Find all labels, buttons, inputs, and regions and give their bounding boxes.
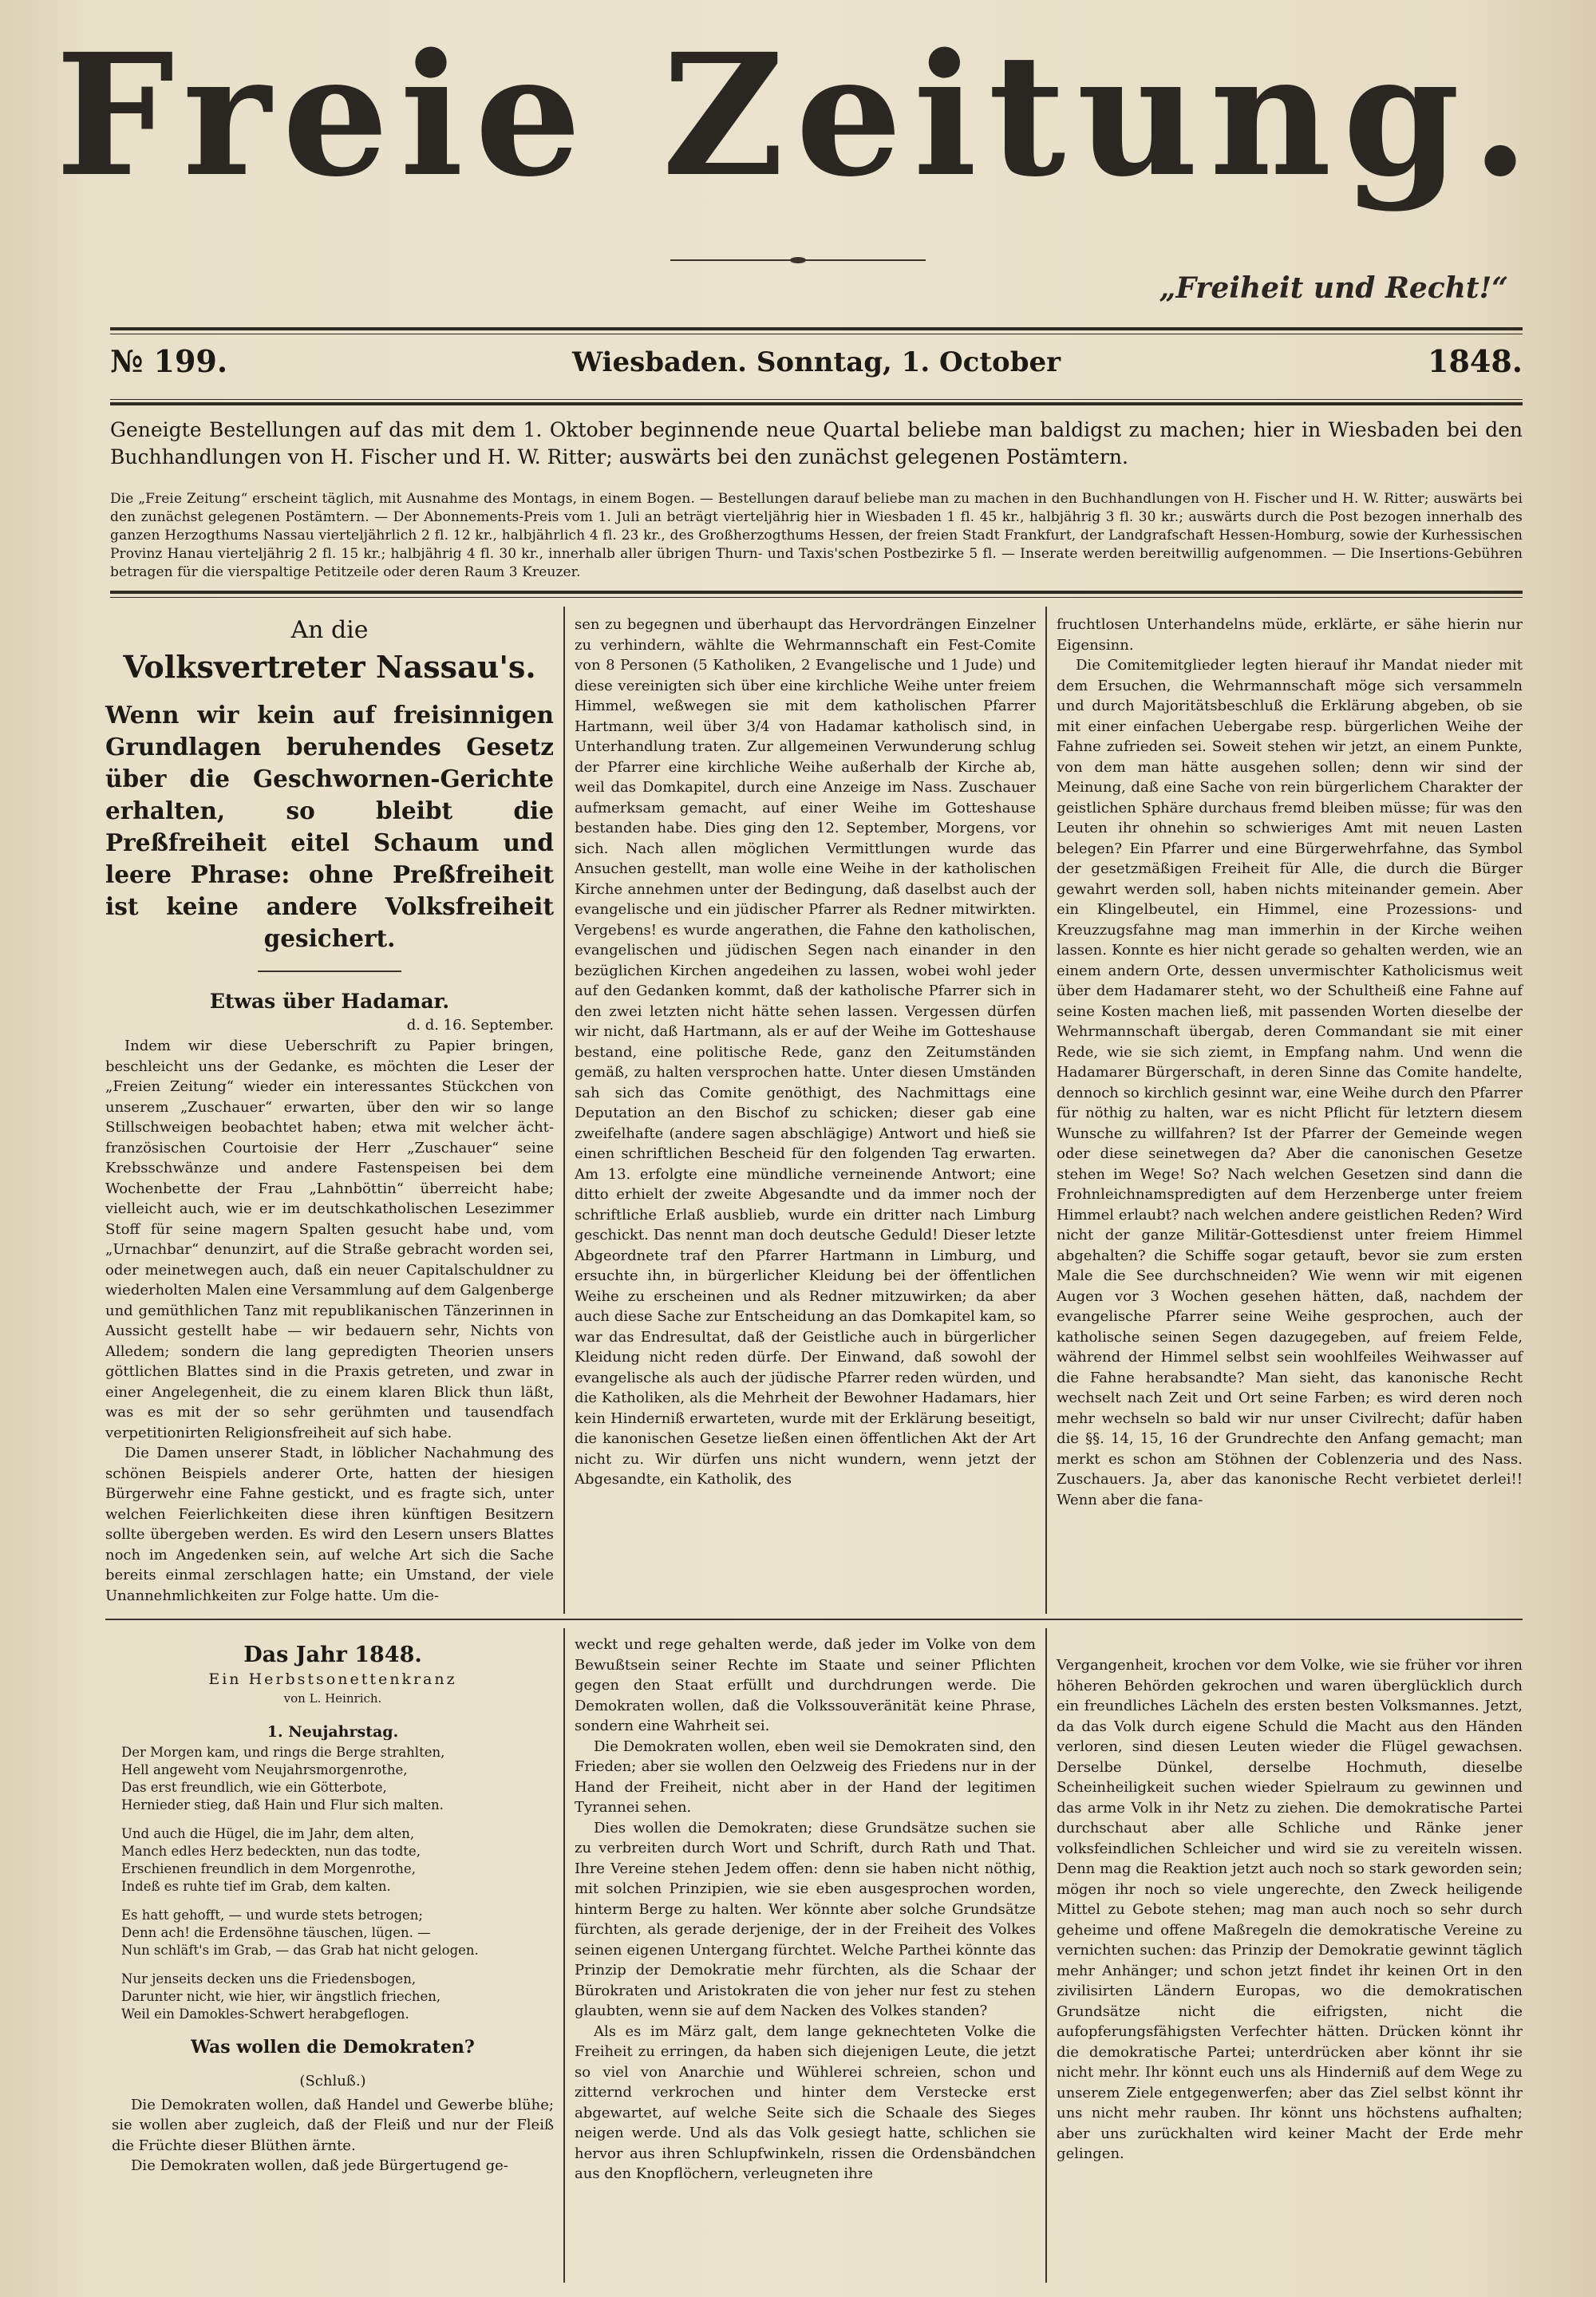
appeal-manifesto: Wenn wir kein auf freisinnigen Grundlagen beruhendes Gesetz über die Geschwornen-Gerichte erhalten, so bleibt die Preßfreiheit eitel Schaum und leere Phrase: ohne Preßfreiheit ist keine andere Volksfreiheit gesichert. bbox=[105, 701, 554, 952]
issue-year: 1848. bbox=[1428, 343, 1523, 379]
column-4 bbox=[112, 1641, 554, 2176]
paragraph: Als es im März galt, dem lange geknechteten Volke die Freiheit zu erringen, da haben sich diejenigen Leute, die jetzt so viel von Anarchie und Wühlerei schreien, schon und zitternd verkrochen und hinter dem Verstecke erst abgewartet, auf welche Seite sich die Schaale des Sieges neigen werde. Und als das Volk gesiegt hatte, schlichen sie hervor aus ihren Schlupfwinkeln, rissen die Ordensbändchen aus den Knopflöchern, verleugneten ihre bbox=[575, 2022, 1036, 2182]
verse-line: Das erst freundlich, wie ein Götterbote, bbox=[121, 1780, 387, 1795]
rule-dateline-thin bbox=[110, 399, 1523, 400]
column-divider-4 bbox=[1045, 1628, 1047, 2283]
verse-line: Weil ein Damokles-Schwert herabgeflogen. bbox=[121, 2006, 409, 2022]
title-ornament bbox=[670, 257, 926, 263]
appeal-headline: Volksvertreter Nassau's. bbox=[123, 649, 536, 685]
verse-line: Der Morgen kam, und rings die Berge strahlten, bbox=[121, 1745, 445, 1760]
poem-stanza bbox=[121, 1971, 554, 2023]
appeal-salutation: An die bbox=[290, 616, 369, 644]
poem-section: 1. Neujahrstag. bbox=[267, 1723, 399, 1741]
continuation-note: (Schluß.) bbox=[299, 2073, 366, 2089]
verse-line: Manch edles Herz bedeckten, nun das todte, bbox=[121, 1844, 421, 1859]
verse-line: Indeß es ruhte tief im Grab, dem kalten. bbox=[121, 1879, 391, 1894]
verse-line: Erschienen freundlich in dem Morgenrothe, bbox=[121, 1861, 416, 1876]
poem-stanza bbox=[121, 1744, 554, 1814]
column-divider-3 bbox=[563, 1628, 565, 2283]
article-title-hadamar: Etwas über Hadamar. bbox=[209, 990, 450, 1013]
poem-author: von L. Heinrich. bbox=[283, 1691, 382, 1706]
column-2 bbox=[575, 615, 1036, 1490]
rule-top-thick bbox=[110, 327, 1523, 330]
verse-line: Hernieder stieg, daß Hain und Flur sich malten. bbox=[121, 1797, 444, 1813]
section-divider bbox=[258, 971, 401, 972]
paragraph: Die Comitemitglieder legten hierauf ihr Mandat nieder mit dem Ersuchen, die Wehrmannschaft möge sich versammeln und durch Majoritätsbeschluß die Erklärung abgeben, ob sie mit einer einfachen Uebergabe resp. bürgerlichen Weihe der Fahne zufrieden sei. Soweit stehen wir jetzt, an einem Punkte, von dem man hätte ausgehen sollen; denn wir sind der Meinung, daß eine Sache von rein bürgerlichem Charakter der geistlichen Sphäre durchaus fremd bleiben müsse; für was den Leuten ihr ohnehin so schwieriges Amt mit neuen Lasten belegen? Ein Pfarrer und eine Bürgerwehrfahne, das Symbol der gesetzmäßigen Freiheit für Alle, die durch die Bürger gewahrt werden soll, haben nichts miteinander gemein. Aber ein Klingelbeutel, ein Himmel, eine Prozessions- und Kreuzzugsfahne mag man immerhin in der Kirche weihen lassen. Konnte es hier nicht gerade so gehalten werden, wie an einem andern Orte, dessen unvermischter Katholicismus weit über dem Hadamarer steht, wo der Schultheiß eine Fahne auf seine Kosten machen ließ, mit passenden Worten dieselbe der Wehrmannschaft übergab, deren Commandant sie mit einer Rede, wie sie sich ziemt, in Empfang nahm. Und wenn die Hadamarer Bürgerschaft, in deren Sinne das Comite handelte, dennoch so kirchlich gesinnt war, eine Weihe durch den Pfarrer für nöthig zu halten, war es nicht Pflicht für letztern diesem Wunsche zu willfahren? Ist der Pfarrer der Gemeinde wegen oder diese seinetwegen da? Aber die canonischen Gesetze stehen im Wege! So? Nach welchen Gesetzen sind dann die Frohnleichnamspredigten auf dem Herzenberge unter freiem Himmel erlaubt? nach welchen andere geistlichen Reden? Wird nicht der ganze Militär-Gottesdienst unter freiem Himmel abgehalten? die Schiffe sogar getauft, bevor sie zum ersten Male die See durchschneiden? Wie wenn wir mit eigenen Augen vor 3 Wochen gesehen hätten, daß, nachdem der evangelische Pfarrer seine Weihe gesprochen, auch der katholische seinen Segen dazugegeben, auf freiem Felde, während der Himmel selbst sein woohlfeiles Weihwasser auf die Fahne herabsandte? Man sieht, das kanonische Recht wechselt nach Zeit und Ort seine Farben; es wird deren noch mehr wechseln so bald wir nur unser Civilrecht; dafür haben die §§. 14, 15, 16 der Grundrechte den Anfang gemacht; man merkt es schon am Stöhnen der Coblenzeria und des Nass. Zuschauers. Ja, aber das kanonische Recht verbietet derlei!! Wenn aber die fana- bbox=[1057, 657, 1523, 1508]
subscription-fineprint: Die „Freie Zeitung“ erscheint täglich, mit Ausnahme des Montags, in einem Bogen. — Bestellungen darauf beliebe man zu machen in den Buchhandlungen von H. Fischer und H. W. Ritter; auswärts bei den zunächst gelegenen Postämtern. — Der Abonnements-Preis vom 1. Juli an beträgt vierteljährig hier in Wiesbaden 1 fl. 45 kr., halbjährig 3 fl. 30 kr.; auswärts durch die Post bezogen innerhalb des ganzen Herzogthums Nassau vierteljährlich 2 fl. 12 kr., halbjährlich 4 fl. 23 kr., des Großherzogthums Hessen, der freien Stadt Frankfurt, der Landgrafschaft Hessen-Homburg, sowie der Kurhessischen Provinz Hanau vierteljährig 2 fl. 15 kr.; halbjährig 4 fl. 30 kr., innerhalb aller übrigen Thurn- und Taxis'schen Postbezirke 5 fl. — Inserate werden bereitwillig aufgenommen. — Die Insertions-Gebühren betragen für die vierspaltige Petitzeile oder deren Raum 3 Kreuzer. bbox=[110, 491, 1523, 580]
column-3 bbox=[1057, 615, 1523, 1510]
subscription-notice: Geneigte Bestellungen auf das mit dem 1. Oktober beginnende neue Quartal beliebe man baldigst zu machen; hier in Wiesbaden bei den Buchhandlungen von H. Fischer und H. W. Ritter; auswärts bei den zunächst gelegenen Postämtern. bbox=[110, 418, 1523, 468]
paragraph: Die Demokraten wollen, daß jede Bürgertugend ge- bbox=[131, 2157, 508, 2174]
column-1 bbox=[105, 615, 554, 1606]
verse-line: Darunter nicht, wie hier, wir ängstlich friechen, bbox=[121, 1989, 441, 2004]
column-6 bbox=[1057, 1655, 1523, 2165]
motto: „Freiheit und Recht!“ bbox=[1159, 271, 1508, 305]
paragraph: sen zu begegnen und überhaupt das Hervordrängen Einzelner zu verhindern, wählte die Wehrmannschaft ein Fest-Comite von 8 Personen (5 Katholiken, 2 Evangelische und 1 Jude) und diese vereinigten sich über eine kirchliche Weihe unter freiem Himmel, weßwegen sie mit dem katholischen Pfarrer Hartmann, weil über 3/4 von Hadamar katholisch sind, in Unterhandlung traten. Zur allgemeinen Verwunderung schlug der Pfarrer eine kirchliche Weihe außerhalb der Kirche ab, weil das Domkapitel, durch eine Anzeige im Nass. Zuschauer aufmerksam gemacht, auf einer Weihe im Gotteshause bestanden habe. Dies ging den 12. September, Morgens, vor sich. Nach allen möglichen Vermittlungen wurde das Ansuchen gestellt, man wolle eine Weihe in der katholischen Kirche annehmen unter der Bedingung, daß daselbst auch der evangelische und ein jüdischer Pfarrer als Redner mitwirkten. Vergebens! es wurde angerathen, die Fahne den katholischen, evangelischen und jüdischen Segen nach einander in den bezüglichen Kirchen angedeihen zu lassen, wobei wohl jeder auf den Gedanken kommt, daß der katholische Pfarrer sich in den zwei letzten nicht hätte sehen lassen. Vergessen dürfen wir nicht, daß Hartmann, als er auf der Weihe im Gotteshause bestand, eine politische Rede, ganz den Zeitumständen gemäß, zu halten versprochen hatte. Unter diesen Umständen sah sich das Comite genöthigt, des Nachmittags eine Deputation an den Bischof zu schicken; dieser gab eine zweifelhafte (andere sagen abschlägige) Antwort und hieß sie einen schriftlichen Bescheid für den folgenden Tag erwarten. Am 13. erfolgte eine mündliche verneinende Antwort; eine ditto erhielt der zweite Abgesandte und da immer noch der schriftliche Erlaß ausblieb, wurde ein dritter nach Limburg geschickt. Das nennt man doch deutsche Geduld! Dieser letzte Abgeordnete traf den Pfarrer Hartmann in Limburg, und ersuchte ihn, in bürgerlicher Kleidung bei der öffentlichen Weihe zu erscheinen und als Redner mitzuwirken; da aber auch diese Sache zur Entscheidung an das Domkapitel kam, so war das Endresultat, daß der Geistliche auch in bürgerlicher Kleidung nicht reden dürfe. Der Einwand, daß sowohl der evangelische als auch der jüdische Pfarrer reden würden, und die Katholiken, als die Mehrheit der Bewohner Hadamars, hier kein Hinderniß erwarteten, wurde mit der Erklärung beseitigt, die kanonischen Gesetze ließen einen öffentlichen Akt der Art nicht zu. Wir dürfen uns nicht wundern, wenn jetzt der Abgesandte, ein Katholik, des bbox=[575, 616, 1036, 1488]
verse-line: Denn ach! die Erdensöhne täuschen, lügen. — bbox=[121, 1925, 431, 1940]
poem-subtitle: Ein Herbstsonettenkranz bbox=[208, 1670, 457, 1688]
paragraph: weckt und rege gehalten werde, daß jeder im Volke von dem Bewußtsein seiner Rechte im Staate und seiner Pflichten gegen den Staat erfüllt und durchdrungen werde. Die Demokraten wollen, daß die Volkssouveränität keine Phrase, sondern eine Wahrheit sei. bbox=[575, 1636, 1036, 1734]
verse-line: Nur jenseits decken uns die Friedensbogen, bbox=[121, 1971, 417, 1987]
column-5 bbox=[575, 1635, 1036, 2184]
rule-notice-thick bbox=[110, 591, 1523, 594]
verse-line: Es hatt gehofft, — und wurde stets betrogen; bbox=[121, 1908, 423, 1923]
article-title-demokraten: Was wollen die Demokraten? bbox=[191, 2037, 475, 2058]
newspaper-title: Freie Zeitung. bbox=[55, 17, 1541, 214]
verse-line: Hell angeweht vom Neujahrsmorgenrothe, bbox=[121, 1762, 408, 1777]
paragraph: Vergangenheit, krochen vor dem Volke, wie sie früher vor ihren höheren Behörden gekrochen und waren überglücklich durch ein freundliches Lächeln des ersten besten Volksmannes. Jetzt, da das Volk durch eigene Schuld die Macht aus den Händen verloren, sind diesen Leuten wieder die Flügel gewachsen. Derselbe Dünkel, derselbe Hochmuth, dieselbe Scheinheiligkeit suchen wieder Spielraum zu gewinnen und das arme Volk in ihr Netz zu ziehen. Die demokratische Partei durchschaut aber alle Schliche und Ränke jener volksfeindlichen Schleicher und wird sie zu vereiteln wissen. Denn mag die Reaktion jetzt auch noch so stark geworden sein; mögen ihr noch so viele ungerechte, den Zweck heiligende Mittel zu Gebote stehen; mag man auch noch so sehr durch geheime und offene Maßregeln die demokratische Vereine zu vernichten suchen: das Prinzip der Demokratie gewinnt täglich mehr Anhänger; und schon jetzt findet ihr keinen Ort in den zivilisirten Ländern Europas, wo die demokratischen Grundsätze nicht die eifrigsten, nicht die aufopferungsfähigsten Verfechter hätten. Drücken könnt ihr die demokratische Partei; unterdrücken aber könnt ihr sie nicht mehr. Ihr könnt euch uns als Hinderniß auf dem Wege zu unserem Ziele entgegenwerfen; aber das Ziel selbst könnt ihr uns nicht mehr rauben. Ihr könnt uns höchstens aufhalten; aber uns zurückhalten wird keiner Macht der Erde mehr gelingen. bbox=[1057, 1657, 1523, 2162]
poem-stanza bbox=[121, 1825, 554, 1896]
verse-line: Und auch die Hügel, die im Jahr, dem alten, bbox=[121, 1826, 415, 1841]
article-dateline: d. d. 16. September. bbox=[406, 1017, 554, 1034]
place-date: Wiesbaden. Sonntag, 1. October bbox=[571, 346, 1061, 378]
paragraph: Dies wollen die Demokraten; diese Grundsätze suchen sie zu verbreiten durch Wort und Schrift, durch Rath und That. Ihre Vereine stehen Jedem offen: denn sie haben nicht nöthig, mit solchen Prinzipien, wie sie eben ausgesprochen worden, hinterm Berge zu halten. Wer könnte aber solche Grundsätze fürchten, als gerade derjenige, der in der Freiheit des Volkes seinen eigenen Untergang fürchtet. Welche Parthei könnte das Prinzip der Demokratie mehr fürchten, als die Schaar der Bürokraten und Aristokraten die von jeher nur fest zu stehen glaubten, wenn sie auf dem Nacken des Volkes standen? bbox=[575, 1819, 1036, 2019]
appeal-header bbox=[105, 615, 554, 688]
rule-notice-thin bbox=[110, 597, 1523, 598]
poem-stanza bbox=[121, 1907, 554, 1959]
verse-line: Nun schläft's im Grab, — das Grab hat nicht gelogen. bbox=[121, 1943, 479, 1958]
column-divider-1 bbox=[563, 607, 565, 1614]
paragraph: Die Damen unserer Stadt, in löblicher Nachahmung des schönen Beispiels anderer Orte, hatten der hiesigen Bürgerwehr eine Fahne gestickt, und es fragte sich, unter welchen Feierlichkeiten diese ihren künftigen Besitzern sollte übergeben werden. Es wird den Lesern unsers Blattes noch im Angedenken sein, auf welche Art sich die Sache bereits einmal zerschlagen hatte; ein Umstand, der viele Unannehmlichkeiten zur Folge hatte. Um die- bbox=[105, 1445, 554, 1604]
dateline bbox=[110, 343, 1523, 388]
issue-number: № 199. bbox=[110, 343, 228, 379]
column-divider-2 bbox=[1045, 607, 1047, 1614]
paragraph: fruchtlosen Unterhandelns müde, erklärte, er sähe hierin nur Eigensinn. bbox=[1057, 616, 1523, 654]
paragraph: Die Demokraten wollen, daß Handel und Gewerbe blühe; sie wollen aber zugleich, daß der Fleiß und nur der Fleiß die Früchte dieser Blüthen ärnte. bbox=[112, 2096, 554, 2154]
paragraph: Indem wir diese Ueberschrift zu Papier bringen, beschleicht uns der Gedanke, es möchten die Leser der „Freien Zeitung“ wieder ein interessantes Stückchen von unserem „Zuschauer“ erwarten, über den wir so lange Stillschweigen beobachtet haben; etwa mit welcher ächt-französischen Courtoisie der Herr „Zuschauer“ seine Krebsschwänze und andere Fastenspeisen bei dem Wochenbette der Frau „Lahnböttin“ überreicht habe; vielleicht auch, wie er im deutschkatholischen Lesezimmer Stoff für seine magern Spalten gesucht habe und, vom „Urnachbar“ denunzirt, auf die Straße gebracht worden sei, oder meinetwegen auch, daß ein neuer Capitalschuldner zu wiederholten Malen eine Versammlung auf dem Galgenberge und gemüthlichen Tanz mit republikanischen Tänzerinnen in Aussicht gestellt habe — wir bedauern sehr, Nichts von Alledem; sondern die lang gepredigten Theorien unsers göttlichen Blattes sind in die Praxis getreten, und zwar in einer Angelegenheit, die zu einem klaren Blick thun läßt, was es mit der so sehr gerühmten und tausendfach verpetitionirten Religionsfreiheit auf sich habe. bbox=[105, 1038, 554, 1441]
section-rule bbox=[105, 1619, 1523, 1620]
paragraph: Die Demokraten wollen, eben weil sie Demokraten sind, den Frieden; aber sie wollen den Oelzweig des Friedens nur in der Hand der Freiheit, nicht aber in der Hand der legitimen Tyrannei sehen. bbox=[575, 1738, 1036, 1816]
rule-dateline-thick bbox=[110, 402, 1523, 405]
poem-title: Das Jahr 1848. bbox=[243, 1643, 422, 1667]
masthead bbox=[0, 16, 1596, 215]
